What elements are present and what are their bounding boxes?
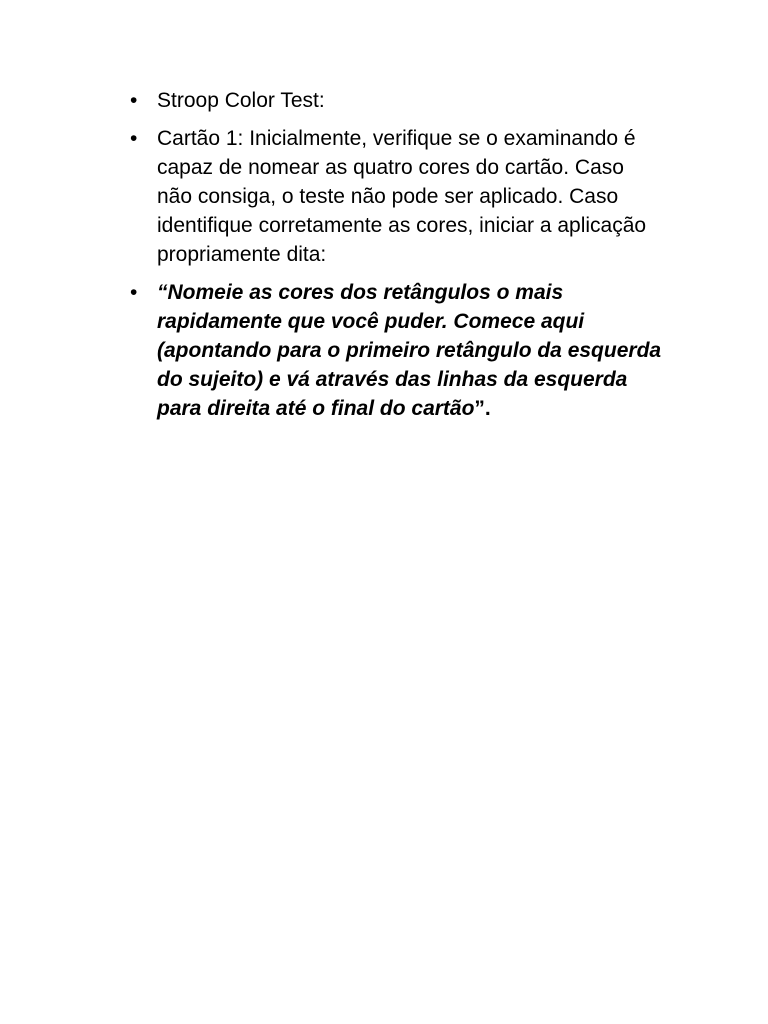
bullet-list [0, 86, 768, 432]
text-line: Cartão 1: Inicialmente, verifique se o examinando é [157, 127, 636, 150]
bullet-icon: • [130, 281, 138, 304]
closing-quote: ”. [474, 397, 491, 420]
text-line: rapidamente que você puder. Comece aqui [157, 310, 585, 333]
text-line-last [157, 394, 768, 423]
text-line: “Nomeie as cores dos retângulos o mais [157, 281, 564, 304]
list-item-card-instructions [0, 124, 768, 269]
list-item-quoted-instruction [0, 278, 768, 423]
text-line: identifique corretamente as cores, iniciar a aplicação [157, 214, 647, 237]
text-line: (apontando para o primeiro retângulo da esquerda [157, 339, 662, 362]
text-line: propriamente dita: [157, 243, 327, 266]
text-line: Stroop Color Test: [157, 89, 325, 112]
bullet-icon: • [130, 89, 138, 112]
text-line: não consiga, o teste não pode ser aplicado. Caso [157, 185, 619, 208]
text-line: do sujeito) e vá através das linhas da esquerda [157, 368, 628, 391]
list-item-title [0, 86, 768, 115]
quote-text-end: para direita até o final do cartão [157, 397, 475, 420]
text-line: capaz de nomear as quatro cores do cartão. Caso [157, 156, 624, 179]
bullet-icon: • [130, 127, 138, 150]
